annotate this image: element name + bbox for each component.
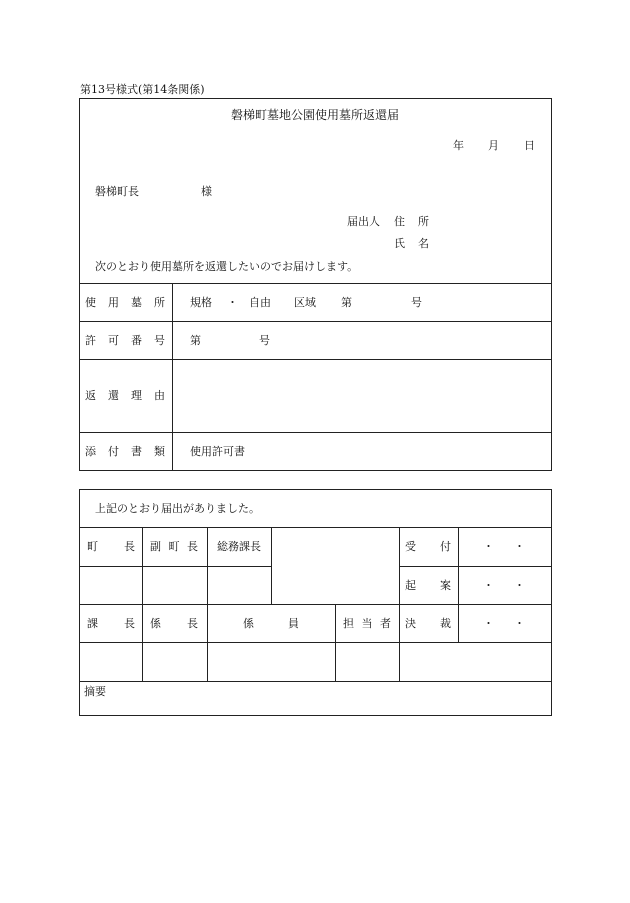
section-chief-label: 課 長 bbox=[87, 617, 135, 630]
statement-text: 次のとおり使用墓所を返還したいのでお届けします。 bbox=[95, 260, 359, 273]
row-divider bbox=[79, 642, 552, 643]
mayor-label: 町 長 bbox=[87, 540, 135, 553]
return-notice-form bbox=[79, 98, 552, 471]
name-label-2: 名 bbox=[418, 237, 429, 250]
attachments-value: 使用許可書 bbox=[190, 445, 245, 458]
notice-text: 上記のとおり届出がありました。 bbox=[95, 502, 260, 515]
permit-no-prefix: 第 bbox=[190, 334, 201, 347]
column-divider bbox=[458, 527, 459, 643]
vice-mayor-label: 副 町 長 bbox=[150, 540, 198, 553]
permit-no-suffix: 号 bbox=[259, 334, 270, 347]
permit-label: 許 可 番 号 bbox=[85, 334, 165, 347]
general-affairs-chief-label: 総務課長 bbox=[217, 540, 261, 553]
reason-label: 返 還 理 由 bbox=[85, 389, 165, 402]
remarks-label: 摘要 bbox=[84, 685, 106, 698]
person-in-charge-label: 担 当 者 bbox=[343, 617, 391, 630]
plot-no-suffix: 号 bbox=[411, 296, 422, 309]
received-label: 受 付 bbox=[405, 540, 451, 553]
addressee-honorific: 様 bbox=[201, 185, 212, 198]
row-divider bbox=[79, 527, 552, 528]
name-label-1: 氏 bbox=[394, 237, 405, 250]
form-number: 第13号様式(第14条関係) bbox=[80, 83, 205, 96]
received-date: ・ ・ bbox=[483, 540, 525, 553]
row-divider bbox=[79, 566, 272, 567]
row-divider bbox=[79, 359, 552, 360]
row-divider bbox=[399, 566, 552, 567]
address-label-1: 住 bbox=[394, 215, 405, 228]
addressee-name: 磐梯町長 bbox=[95, 185, 139, 198]
row-divider bbox=[79, 283, 552, 284]
date-day-label: 日 bbox=[524, 139, 535, 152]
drafted-date: ・ ・ bbox=[483, 579, 525, 592]
row-divider bbox=[79, 321, 552, 322]
date-year-label: 年 bbox=[453, 139, 464, 152]
form-title: 磐梯町墓地公園使用墓所返還届 bbox=[230, 108, 399, 122]
subsection-chief-label: 係 長 bbox=[150, 617, 198, 630]
drafted-label: 起 案 bbox=[405, 579, 451, 592]
plot-area-label: 区域 bbox=[294, 296, 316, 309]
address-label-2: 所 bbox=[418, 215, 429, 228]
column-divider bbox=[172, 283, 173, 471]
attachments-label: 添 付 書 類 bbox=[85, 445, 165, 458]
plot-label: 使 用 墓 所 bbox=[85, 296, 165, 309]
row-divider bbox=[79, 681, 552, 682]
plot-separator: ・ bbox=[227, 296, 238, 309]
staff-label: 係 員 bbox=[243, 617, 299, 630]
decided-date: ・ ・ bbox=[483, 617, 525, 630]
column-divider bbox=[271, 527, 272, 604]
plot-no-prefix: 第 bbox=[341, 296, 352, 309]
decided-label: 決 裁 bbox=[405, 617, 451, 630]
row-divider bbox=[79, 604, 552, 605]
row-divider bbox=[79, 432, 552, 433]
column-divider bbox=[142, 527, 143, 681]
date-month-label: 月 bbox=[488, 139, 499, 152]
column-divider bbox=[399, 527, 400, 681]
column-divider bbox=[335, 604, 336, 681]
applicant-label: 届出人 bbox=[347, 215, 380, 228]
plot-free-label: 自由 bbox=[249, 296, 271, 309]
plot-spec-label: 規格 bbox=[190, 296, 212, 309]
